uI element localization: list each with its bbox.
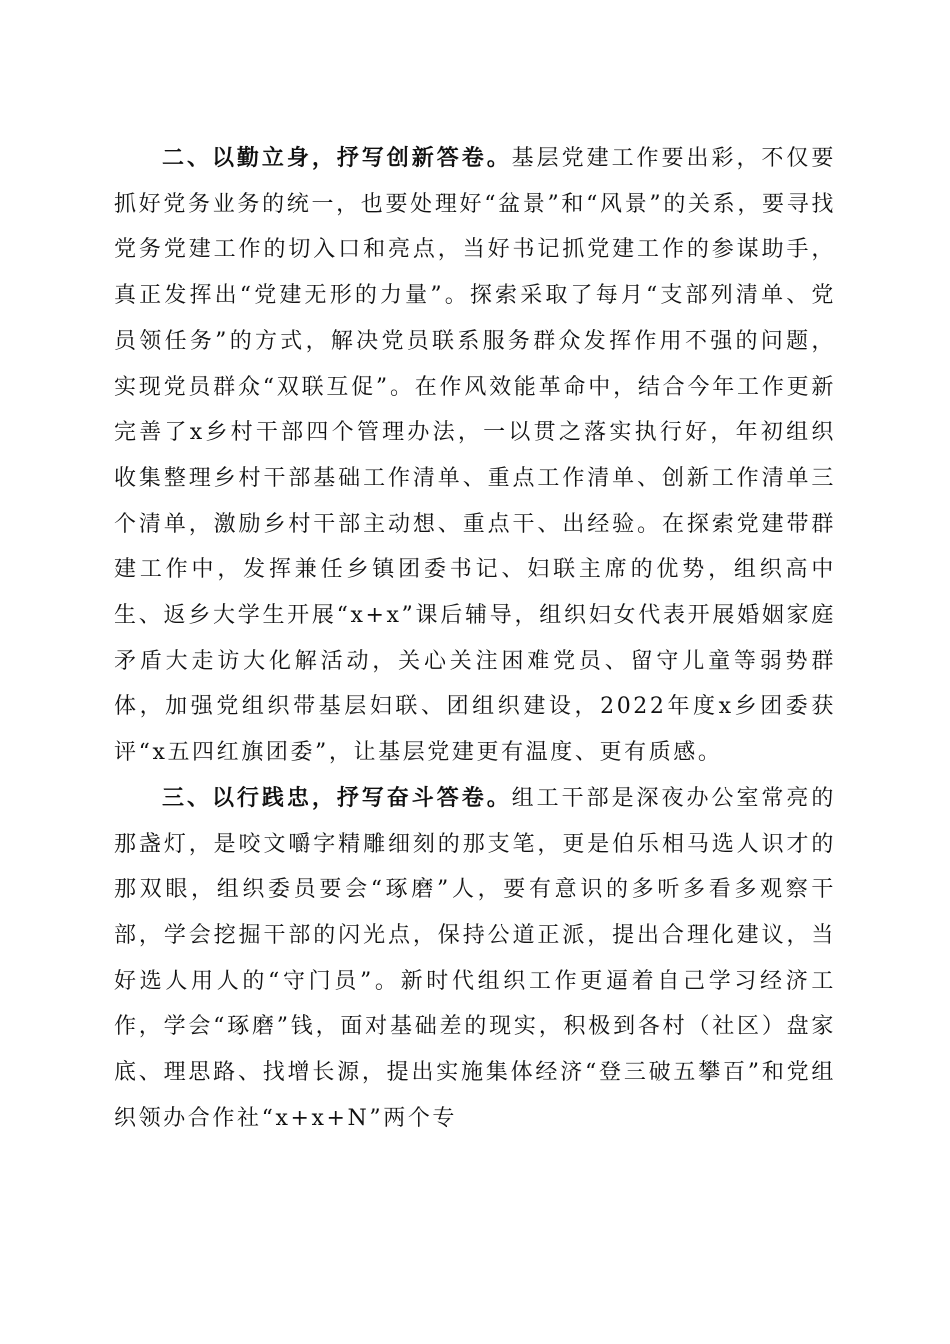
paragraph-section-three: [114, 776, 836, 1142]
section-two-text: 基层党建工作要出彩，不仅要抓好党务业务的统一，也要处理好“盆景”和“风景”的关系，要寻找党务党建工作的切入口和亮点，当好书记抓党建工作的参谋助手，真正发挥出“党建无形的力量”。探索采取了每月“支部列清单、党员领任务”的方式，解决党员联系服务群众发挥作用不强的问题，实现党员群众“双联互促”。在作风效能革命中，结合今年工作更新完善了x乡村干部四个管理办法，一以贯之落实执行好，年初组织收集整理乡村干部基础工作清单、重点工作清单、创新工作清单三个清单，激励乡村干部主动想、重点干、出经验。在探索党建带群建工作中，发挥兼任乡镇团委书记、妇联主席的优势，组织高中生、返乡大学生开展“x+x”课后辅导，组织妇女代表开展婚姻家庭矛盾大走访大化解活动，关心关注困难党员、留守儿童等弱势群体，加强党组织带基层妇联、团组织建设，2022年度x乡团委获评“x五四红旗团委”，让基层党建更有温度、更有质感。: [114, 146, 836, 766]
section-three-heading: 三、以行践忠，抒写奋斗答卷。: [162, 784, 512, 811]
document-body: [114, 136, 836, 1141]
paragraph-section-two: [114, 136, 836, 776]
section-three-text: 组工干部是深夜办公室常亮的那盏灯，是咬文嚼字精雕细刻的那支笔，更是伯乐相马选人识才的那双眼，组织委员要会“琢磨”人，要有意识的多听多看多观察干部，学会挖掘干部的闪光点，保持公道正派，提出合理化建议，当好选人用人的“守门员”。新时代组织工作更逼着自己学习经济工作，学会“琢磨”钱，面对基础差的现实，积极到各村（社区）盘家底、理思路、找增长源，提出实施集体经济“登三破五攀百”和党组织领办合作社“x+x+N”两个专: [114, 785, 836, 1131]
section-two-heading: 二、以勤立身，抒写创新答卷。: [162, 145, 512, 171]
